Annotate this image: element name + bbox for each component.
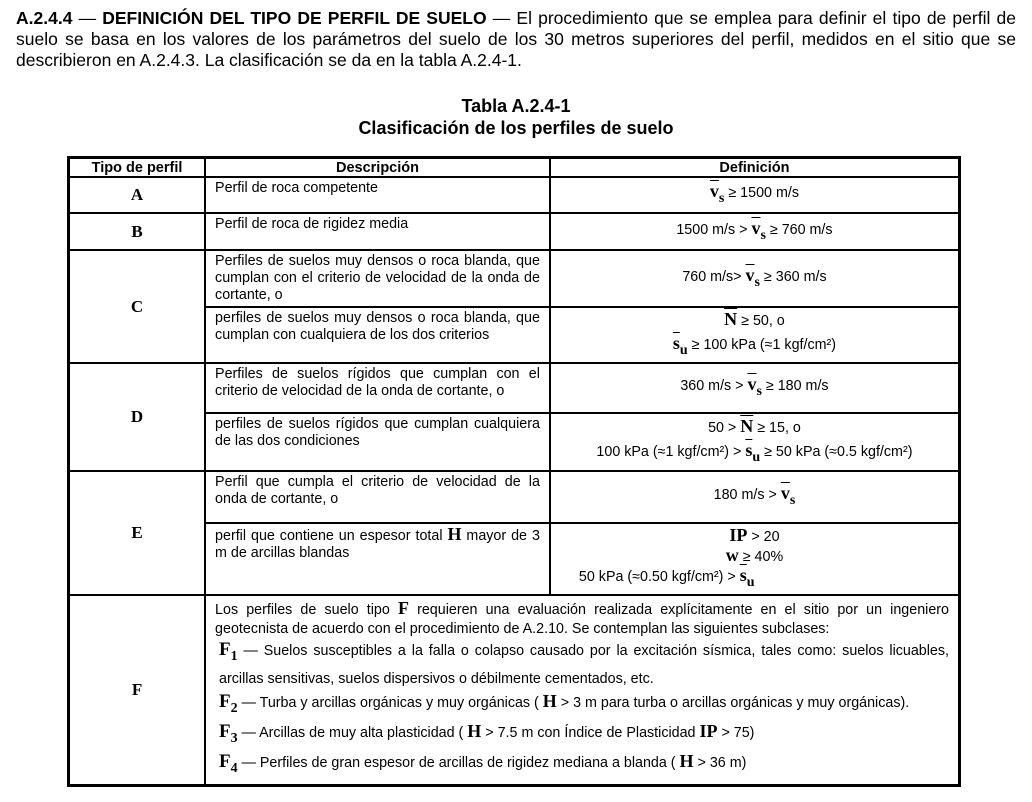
def-e-2: IP > 20 w ≥ 40% 50 kPa (≈0.50 $kgf/cm^2) > \overline{s}u$: [550, 523, 960, 595]
def-d-2: $50 > \overline{N} \ge 15$, o 100 kPa (≈1 $kgf/cm^2) > \overline{s}u \ge 50$ kPa (≈0.5 kgf/cm²): [550, 413, 960, 471]
f-subclass-2: F2 — Turba y arcillas orgánicas y muy orgánicas ( H > 3 m para turba o arcillas orgánicas y muy orgánicas).: [219, 691, 910, 716]
type-b: B: [69, 213, 206, 250]
def-c-1: 760 $m/s> \overline{v}s \ge 360$ m/s: [550, 250, 960, 307]
def-a: $\overline{v}s \ge 1500$ m/s: [550, 177, 960, 213]
section-text: — El procedimiento que se emplea para definir el tipo de perfil de suelo se basa en los valores de los parámetros del suelo de los 30 metros superiores del perfil, medidos en el sitio que se describieron en A.2.4.3. La clasificación se da en la tabla A.2.4-1.: [16, 8, 1016, 70]
type-e: E: [69, 471, 206, 595]
row-b: [69, 213, 960, 250]
table-number: Tabla A.2.4-1: [461, 96, 571, 116]
header-definition: Definición: [550, 158, 960, 178]
header-description: Descripción: [205, 158, 550, 178]
desc-e-1: Perfil que cumpla el criterio de velocidad de la onda de cortante, o: [205, 471, 550, 523]
row-a: [69, 177, 960, 213]
type-c: C: [69, 250, 206, 363]
f-intro: Los perfiles de suelo tipo F requieren una evaluación realizada explícitamente en el sitio por un ingeniero geotecnista de acuerdo con el procedimiento de A.2.10. Se contemplan las siguientes subclases:: [215, 598, 949, 637]
row-c-1: [69, 250, 960, 307]
type-a: A: [69, 177, 206, 213]
f-subclass-4: F4 — Perfiles de gran espesor de arcillas de rigidez mediana a blanda ( H > 36 m): [219, 751, 747, 776]
desc-c-1: Perfiles de suelos muy densos o roca blanda, que cumplan con el criterio de velocidad de la onda de cortante, o: [205, 250, 550, 307]
section-dash: —: [78, 8, 97, 28]
desc-a: Perfil de roca competente: [205, 177, 550, 213]
table-header-row: [69, 158, 960, 178]
row-e-1: [69, 471, 960, 523]
def-c-2: $\overline{N} \ge 50$, o $\overline{s}u \ge 100$ kPa (≈1 kgf/cm²): [550, 307, 960, 363]
def-e-1: 180 $m/s > \overline{v}s$: [550, 471, 960, 523]
f-subclass-3: F3 — Arcillas de muy alta plasticidad ( H > 7.5 m con Índice de Plasticidad IP > 75): [219, 721, 755, 746]
type-d: D: [69, 363, 206, 471]
f-subclass-1: F1 — Suelos susceptibles a la falla o colapso causado por la excitación sísmica, tales como: suelos licuables, arcillas sensitivas, suelos dispersivos o débilmente cementados, etc.: [219, 639, 949, 687]
desc-d-2: perfiles de suelos rígidos que cumplan cualquiera de las dos condiciones: [205, 413, 550, 471]
desc-f: [205, 595, 959, 786]
desc-c-2: perfiles de suelos muy densos o roca blanda, que cumplan con cualquiera de los dos criterios: [205, 307, 550, 363]
type-f: F: [69, 595, 206, 786]
table-caption: Clasificación de los perfiles de suelo: [358, 118, 674, 138]
section-paragraph: [16, 8, 1016, 71]
section-code: A.2.4.4: [16, 8, 73, 28]
header-type: Tipo de perfil: [69, 158, 206, 178]
def-b: 1500 $m/s > \overline{v}s \ge 760$ m/s: [550, 213, 960, 250]
desc-b: Perfil de roca de rigidez media: [205, 213, 550, 250]
row-d-1: [69, 363, 960, 413]
soil-profile-table: [67, 156, 961, 787]
def-d-1: 360 $m/s > \overline{v}s \ge 180$ m/s: [550, 363, 960, 413]
section-heading: DEFINICIÓN DEL TIPO DE PERFIL DE SUELO: [102, 8, 487, 28]
desc-d-1: Perfiles de suelos rígidos que cumplan con el criterio de velocidad de la onda de cortante, o: [205, 363, 550, 413]
row-f: [69, 595, 960, 786]
desc-e-2: perfil que contiene un espesor total H mayor de 3 m de arcillas blandas: [205, 523, 550, 595]
